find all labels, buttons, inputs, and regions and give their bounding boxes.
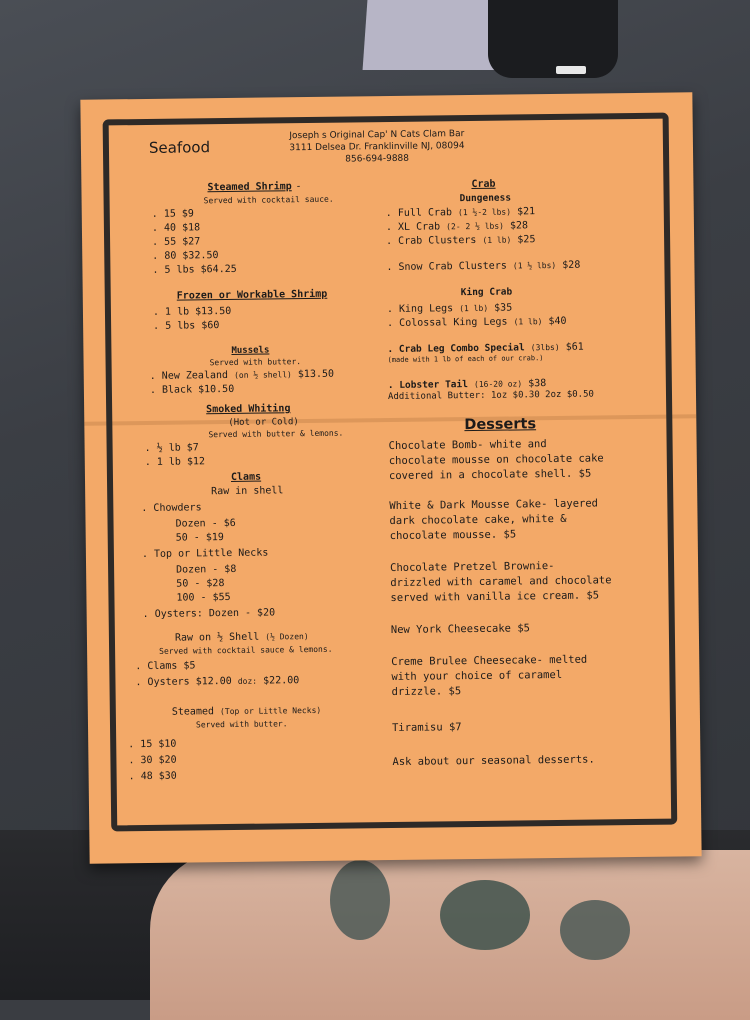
menu-item: . 1 lb $13.50 [152,305,232,318]
section-note: Served with cocktail sauce. [203,194,334,206]
dessert-line: Ask about our seasonal desserts. [392,753,595,769]
menu-item-snow-crab: . Snow Crab Clusters (1 ½ lbs) $28 [386,259,581,274]
menu-item-lobster-tail: . Lobster Tail (16-20 oz) $38 [387,378,547,392]
menu-item-new-zealand: . New Zealand (on ½ shell) $13.50 [149,368,335,382]
dessert-line: drizzle. $5 [391,685,462,699]
dessert-line: with your choice of caramel [391,668,563,684]
menu-item: 50 - $28 [176,578,225,590]
menu-item: . Top or Little Necks [141,547,269,561]
section-heading-steamed-shrimp: Steamed Shrimp [207,181,292,194]
dessert-line: Chocolate Bomb- white and [388,438,547,453]
menu-item: . 5 lbs $64.25 [152,263,237,276]
menu-item: Dozen - $8 [176,563,237,576]
section-note: Served with butter & lemons. [208,428,344,440]
section-heading-clams: Clams [230,471,262,483]
section-heading-smoked-whiting: Smoked Whiting [206,403,291,416]
menu-item: . 15 $10 [128,738,177,751]
tattoo [330,860,390,940]
dessert-line: chocolate mousse on chocolate cake [388,452,604,468]
section-heading-mussels: Mussels [231,345,270,356]
subheading-dungeness: Dungeness [459,192,512,205]
menu-item: . 48 $30 [128,770,177,783]
section-sub: (Hot or Cold) [228,417,299,428]
menu-title: Seafood [148,138,211,157]
menu-item: Dozen - $6 [175,517,236,530]
cup-label [556,66,586,74]
restaurant-name: Joseph s Original Cap' N Cats Clam Bar [289,129,465,142]
heading-dash: - [295,181,302,193]
section-heading-desserts: Desserts [464,416,537,434]
dessert-line: Chocolate Pretzel Brownie- [390,560,555,575]
dessert-line: White & Dark Mousse Cake- layered [389,497,599,513]
dessert-line: Creme Brulee Cheesecake- melted [391,653,588,669]
dessert-line: New York Cheesecake $5 [390,622,530,637]
tattoo [560,900,630,960]
dessert-line: chocolate mousse. $5 [389,528,517,543]
menu-item: . 1 lb $12 [144,456,206,469]
section-sub: Raw in shell [211,485,284,498]
menu-item-colossal-king-legs: . Colossal King Legs (1 lb) $40 [387,315,567,330]
dessert-line: served with vanilla ice cream. $5 [390,589,600,605]
dessert-line: dark chocolate cake, white & [389,512,567,528]
menu-item-xl-crab: . XL Crab (2- 2 ½ lbs) $28 [385,220,529,234]
additional-butter: Additional Butter: 1oz $0.30 2oz $0.50 [387,389,594,403]
menu-item: . 15 $9 [151,208,194,220]
section-note: Served with butter. [195,719,288,730]
tattoo [440,880,530,950]
menu-item-oysters: . Oysters $12.00 doz: $22.00 [135,675,300,689]
menu-item: 100 - $55 [176,591,231,604]
napkin [363,0,508,70]
menu-item: . Oysters: Dozen - $20 [142,607,276,621]
menu-sheet [80,92,701,863]
section-note: Served with butter. [209,357,302,368]
restaurant-phone: 856-694-9888 [345,153,410,165]
menu-item: . 5 lbs $60 [153,320,220,332]
dessert-line: covered in a chocolate shell. $5 [388,467,592,483]
menu-item: . Clams $5 [135,660,196,673]
menu-item: . 40 $18 [151,222,201,234]
combo-note: (made with 1 lb of each of our crab.) [387,354,544,365]
section-heading-steamed: Steamed (Top or Little Necks) [171,705,322,718]
menu-item: . 30 $20 [128,754,177,767]
menu-item-king-legs: . King Legs (1 lb) $35 [386,302,513,316]
menu-item-full-crab: . Full Crab (1 ½-2 lbs) $21 [385,206,536,220]
subheading-king-crab: King Crab [460,286,513,299]
menu-item-crab-clusters: . Crab Clusters (1 lb) $25 [386,234,536,248]
cup [488,0,618,78]
menu-item: . 55 $27 [152,236,201,248]
section-note: Served with cocktail sauce & lemons. [159,644,333,656]
menu-item: . 80 $32.50 [152,250,219,262]
restaurant-address: 3111 Delsea Dr. Franklinville NJ, 08094 [289,141,465,154]
section-heading-crab: Crab [471,178,496,190]
menu-item: 50 - $19 [175,532,224,544]
menu-item: . Black $10.50 [149,383,235,396]
section-heading-frozen-shrimp: Frozen or Workable Shrimp [176,288,328,302]
dessert-line: Tiramisu $7 [391,721,462,735]
section-heading-raw-half-shell: Raw on ½ Shell (½ Dozen) [174,631,309,644]
dessert-line: drizzled with caramel and chocolate [390,574,612,590]
menu-item-combo: . Crab Leg Combo Special (3lbs) $61 [387,341,584,356]
menu-item: . ½ lb $7 [144,442,199,455]
menu-item: . Chowders [141,502,202,515]
